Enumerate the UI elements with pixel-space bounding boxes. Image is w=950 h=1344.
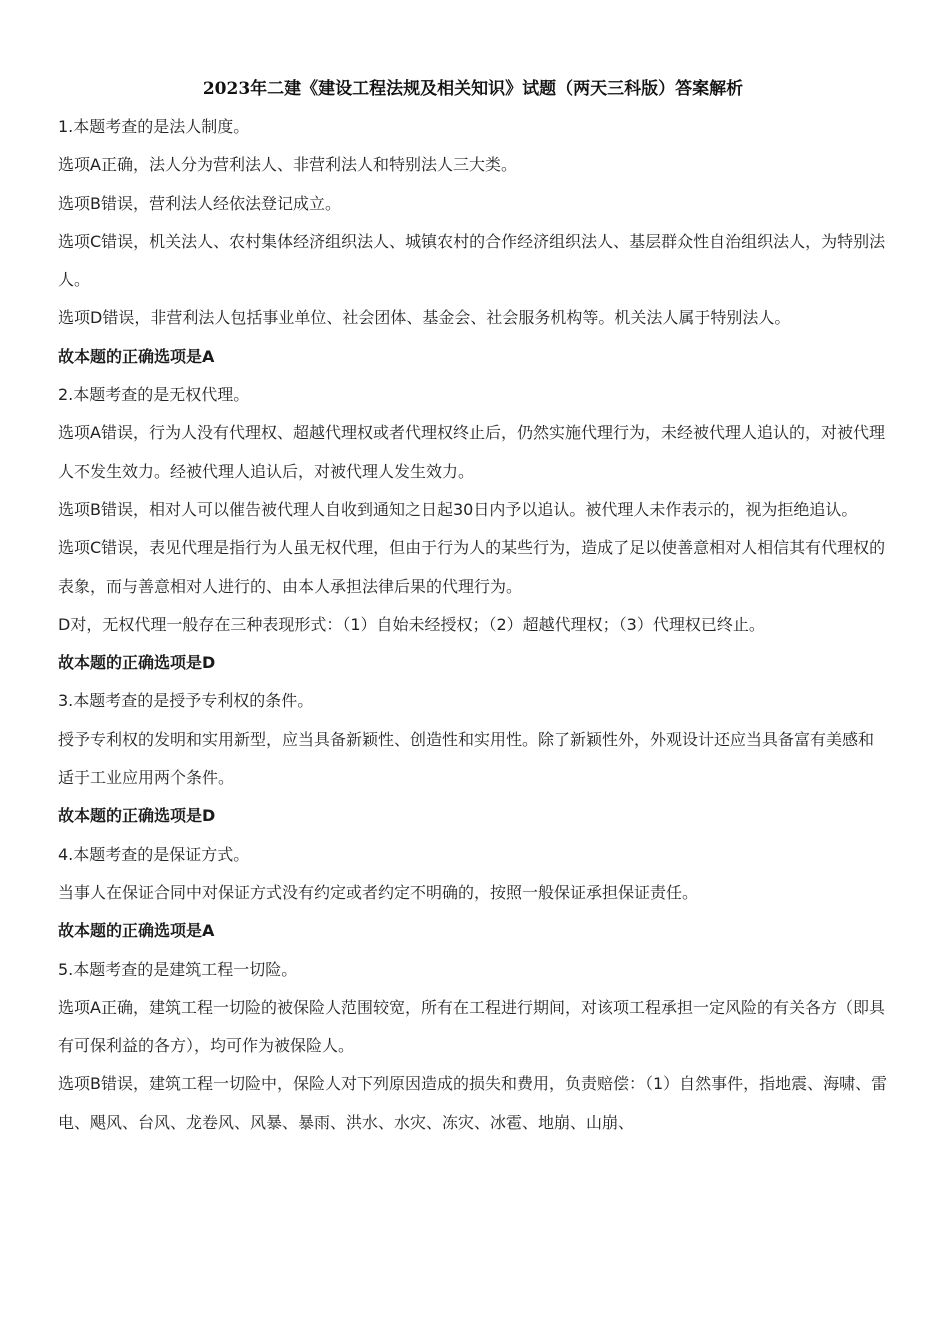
- document-body: [58, 108, 888, 1142]
- explanation-paragraph: 授予专利权的发明和实用新型，应当具备新颖性、创造性和实用性。除了新颖性外，外观设计还应当具备富有美感和适于工业应用两个条件。: [58, 729, 875, 788]
- explanation-paragraph: 选项A正确，建筑工程一切险的被保险人范围较宽，所有在工程进行期间，对该项工程承担一定风险的有关各方（即具有可保利益的各方），均可作为被保险人。: [58, 997, 885, 1056]
- explanation-paragraph: 选项A正确，法人分为营利法人、非营利法人和特别法人三大类。: [58, 155, 517, 175]
- explanation-paragraph: 选项B错误，建筑工程一切险中，保险人对下列原因造成的损失和费用，负责赔偿：（1）自然事件，指地震、海啸、雷电、飓风、台风、龙卷风、风暴、暴雨、洪水、水灾、冻灾、冰雹、地崩、山崩、: [58, 1074, 888, 1132]
- question-heading: 4.本题考查的是保证方式。: [58, 844, 250, 864]
- explanation-paragraph: 选项B错误，相对人可以催告被代理人自收到通知之日起30日内予以追认。被代理人未作表示的，视为拒绝追认。: [58, 499, 858, 519]
- explanation-paragraph: 当事人在保证合同中对保证方式没有约定或者约定不明确的，按照一般保证承担保证责任。: [58, 882, 699, 902]
- answer-line: 故本题的正确选项是A: [58, 921, 215, 941]
- answer-line: 故本题的正确选项是D: [58, 806, 216, 826]
- answer-line: 故本题的正确选项是A: [58, 346, 215, 366]
- explanation-paragraph: D对，无权代理一般存在三种表现形式：（1）自始未经授权；（2）超越代理权；（3）代理权已终止。: [58, 614, 765, 634]
- question-heading: 5.本题考查的是建筑工程一切险。: [58, 959, 298, 979]
- explanation-paragraph: 选项D错误，非营利法人包括事业单位、社会团体、基金会、社会服务机构等。机关法人属于特别法人。: [58, 308, 791, 328]
- explanation-paragraph: 选项B错误，营利法人经依法登记成立。: [58, 193, 341, 213]
- question-heading: 3.本题考查的是授予专利权的条件。: [58, 691, 314, 711]
- answer-line: 故本题的正确选项是D: [58, 653, 216, 673]
- question-heading: 2.本题考查的是无权代理。: [58, 385, 250, 405]
- question-heading: 1.本题考查的是法人制度。: [58, 117, 250, 136]
- explanation-paragraph: 选项C错误，机关法人、农村集体经济组织法人、城镇农村的合作经济组织法人、基层群众性自治组织法人，为特别法人。: [58, 231, 886, 290]
- document-title: 2023年二建《建设工程法规及相关知识》试题（两天三科版）答案解析: [202, 79, 744, 99]
- explanation-paragraph: 选项A错误，行为人没有代理权、超越代理权或者代理权终止后，仍然实施代理行为，未经被代理人追认的，对被代理人不发生效力。经被代理人追认后，对被代理人发生效力。: [58, 423, 885, 481]
- explanation-paragraph: 选项C错误，表见代理是指行为人虽无权代理，但由于行为人的某些行为，造成了足以使善意相对人相信其有代理权的表象，而与善意相对人进行的、由本人承担法律后果的代理行为。: [58, 538, 886, 596]
